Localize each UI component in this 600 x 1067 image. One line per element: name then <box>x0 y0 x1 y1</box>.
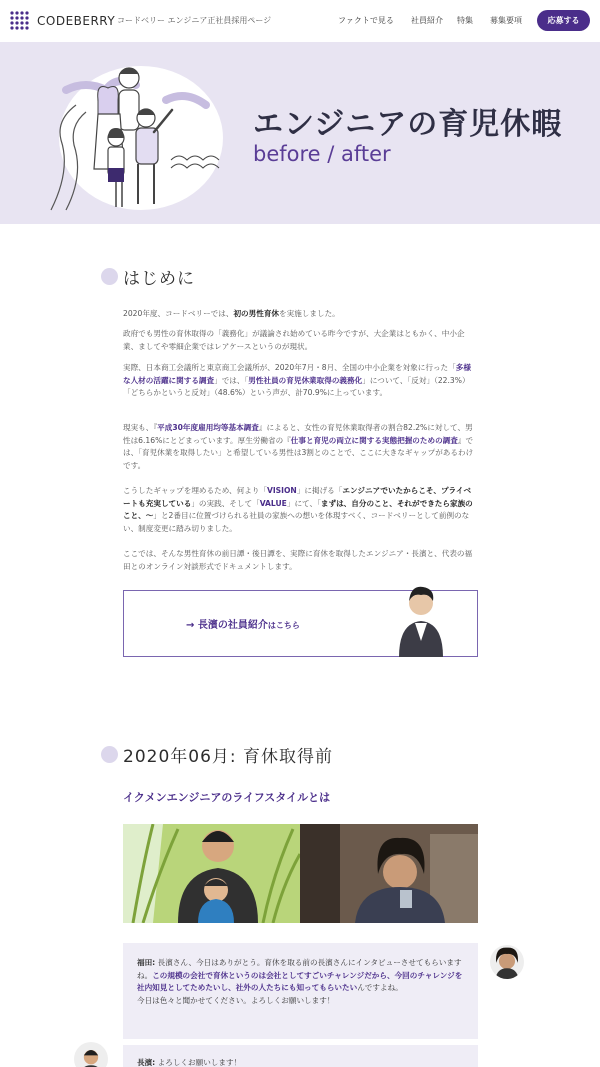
nav-facts[interactable]: ファクトで見る <box>338 16 394 25</box>
employee-photo <box>393 583 449 657</box>
intro-paragraph-4: 現実も、『平成30年度雇用均等基本調査』によると、女性の育児休業取得者の割合82.2%に対して、男性は6.16%にとどまっています。厚生労働省の『仕事と育児の両立に関する実態把握のための調査』では、「育児休業を取得したい」と希望している男性は3割とのことで、ここに大きなギャップがあるわけです。 <box>123 423 474 470</box>
survey-link-2[interactable]: 男性社員の育児休業取得の義務化 <box>248 375 363 385</box>
nav-features[interactable]: 特集 <box>457 16 473 25</box>
avatar-fukuda <box>488 943 526 981</box>
brand-name[interactable]: CODEBERRY <box>37 14 116 28</box>
section-heading-before: 2020年06月: 育休取得前 <box>123 747 334 767</box>
intro-paragraph-1: 2020年度、コードベリーでは、初の男性育休を実施しました。 <box>123 309 340 318</box>
nav-members[interactable]: 社員紹介 <box>411 16 443 25</box>
intro-paragraph-2: 政府でも男性の育休取得の「義務化」が議論され始めている昨今ですが、大企業はともかく、中小企業、ましてや零細企業ではレアケースというのが現状。 <box>123 329 465 351</box>
chat-bubble-fukuda: 福田: 長濱さん、今日はありがとう。育休を取る前の長濱さんにインタビューさせてもらいますね。この規模の会社で育休というのは会社としてすごいチャレンジだから、今回のチャレンジを社内知見としてためたいし、社外の人たちにも知ってもらいたいんですよね。 今日は色々と聞かせてください。よろしくお願いします！ <box>123 943 478 1039</box>
vision-link[interactable]: VISION <box>266 486 297 495</box>
site-header <box>0 0 600 42</box>
nav-requirements[interactable]: 募集要項 <box>490 16 522 25</box>
survey-link-1[interactable]: 多様な人材の活躍に関する調査 <box>123 363 471 385</box>
logo-dots-icon[interactable] <box>10 11 30 31</box>
hero-title: エンジニアの育児休暇 <box>253 107 563 142</box>
survey-link-3[interactable]: 平成30年度雇用均等基本調査 <box>157 423 259 432</box>
section-bullet-icon <box>101 268 118 285</box>
hero-subtitle: before / after <box>253 142 391 166</box>
profile-link-text[interactable]: → 長濱の社員紹介はこちら <box>186 620 300 631</box>
header-subtitle: コードベリー エンジニア正社員採用ページ <box>117 16 272 25</box>
section-bullet-icon <box>101 746 118 763</box>
intro-paragraph-6: ここでは、そんな男性育休の前日譚・後日譚を、実際に育休を取得したエンジニア・長濱と、代表の福田とのオンライン対談形式でドキュメントします。 <box>123 549 473 571</box>
avatar-nagahama <box>72 1040 110 1067</box>
apply-button[interactable]: 応募する <box>537 10 590 31</box>
value-link[interactable]: VALUE <box>259 498 287 508</box>
section-subheading: イクメンエンジニアのライフスタイルとは <box>123 791 331 804</box>
hero-banner <box>0 42 600 224</box>
intro-paragraph-5: こうしたギャップを埋めるため、何より「VISION」に掲げる「エンジニアでいたからこそ、プライベートも充実している」の実践、そして「VALUE」にて、「まずは、自分のこと、それができたら家族のこと、〜」と2番目に位置づけられる社員の家族への想いを体現すべく、コードベリーとして前例のない、制度変更に踏み切りました。 <box>123 486 473 533</box>
interview-photo-fukuda <box>300 824 478 923</box>
section-heading-intro: はじめに <box>123 269 195 289</box>
interview-photo-nagahama <box>123 824 300 923</box>
intro-paragraph-3: 実際、日本商工会議所と東京商工会議所が、2020年7月・8月、全国の中小企業を対象に行った「多様な人材の活躍に関する調査」では、「男性社員の育児休業取得の義務化」について、「反対」（22.3%）「どちらかというと反対」（48.6%）という声が、計70.9%に上っています。 <box>123 363 471 397</box>
family-illustration <box>46 50 226 215</box>
survey-link-4[interactable]: 仕事と育児の両立に関する実態把握のための調査 <box>290 435 458 445</box>
profile-link-card[interactable] <box>123 590 478 657</box>
chat-bubble-nagahama: 長濱: よろしくお願いします！ <box>123 1045 478 1067</box>
